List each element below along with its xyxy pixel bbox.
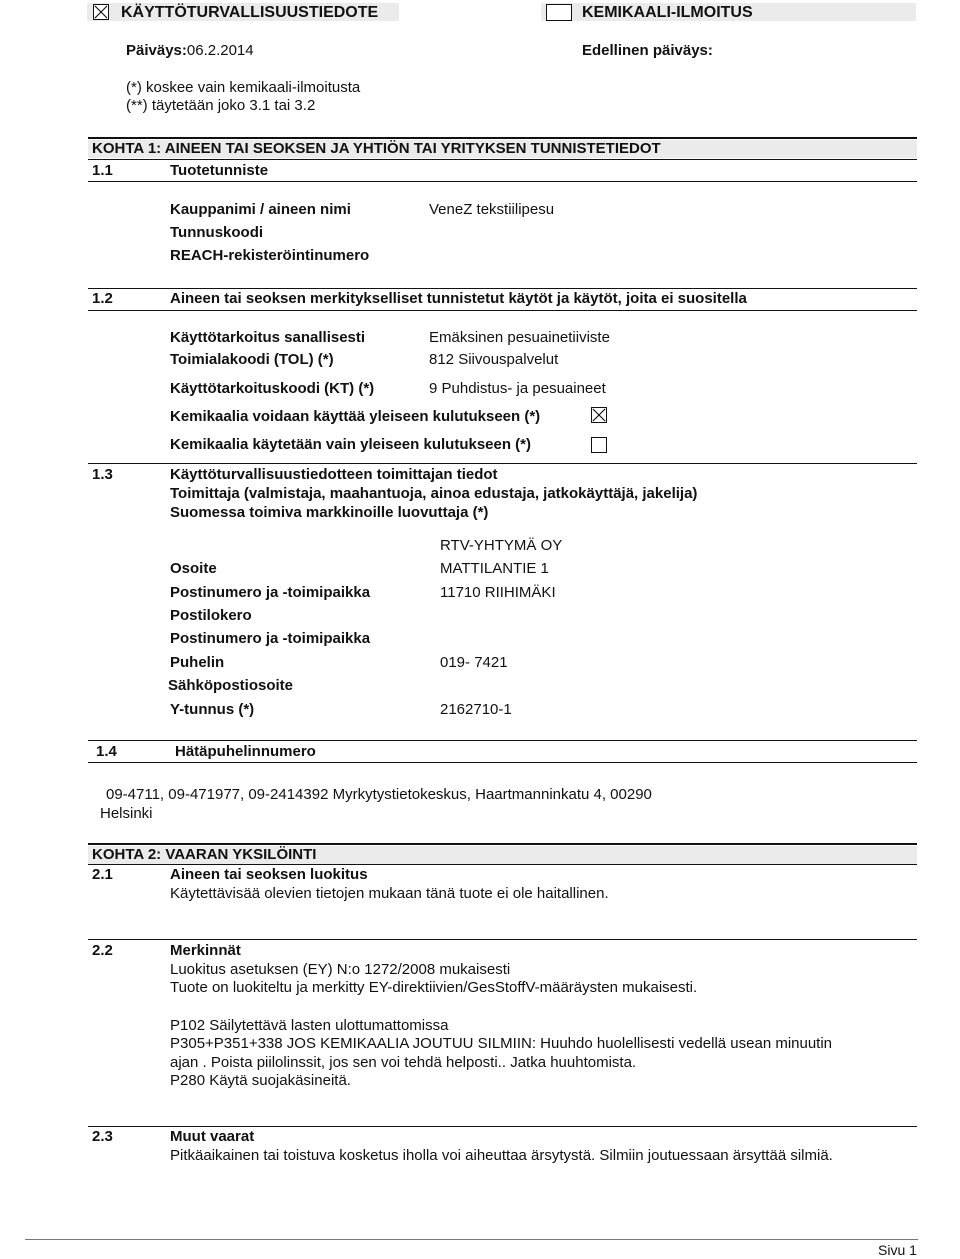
s11-rule [88,181,917,182]
section1-title: KOHTA 1: AINEEN TAI SEOKSEN JA YHTIÖN TAI YRITYKSEN TUNNISTETIEDOT [88,140,917,158]
s14-top-rule [88,740,917,741]
supplier-line-2: Suomessa toimiva markkinoille luovuttaja (*) [170,504,489,521]
phone-label: Puhelin [170,654,225,671]
s22-num: 2.2 [92,942,113,959]
s21-num: 2.1 [92,866,113,883]
section2-top-rule [88,843,917,845]
s14-title: Hätäpuhelinnumero [175,743,316,760]
prev-date-label: Edellinen päiväys: [582,42,713,59]
s22-line-2: Tuote on luokiteltu ja merkitty EY-direktiivien/GesStoffV-määräysten mukaisesti. [170,979,698,996]
p280-statement: P280 Käytä suojakäsineitä. [170,1072,351,1089]
notice-checkbox[interactable] [546,4,572,21]
ytunnus-label: Y-tunnus (*) [170,701,255,718]
note-1: (*) koskee vain kemikaali-ilmoitusta [126,79,361,96]
notice-label: KEMIKAALI-ILMOITUS [582,4,753,21]
s23-text: Pitkäaikainen tai toistuva kosketus iholla voi aiheuttaa ärsytystä. Silmiin joutuessaan ärsyttää silmiä. [170,1147,833,1164]
trade-name-value: VeneZ tekstiilipesu [429,201,555,218]
s11-num: 1.1 [92,162,113,179]
ytunnus-value: 2162710-1 [440,701,512,718]
footer-rule [25,1239,918,1240]
consumer-can-label: Kemikaalia voidaan käyttää yleiseen kulutukseen (*) [170,408,541,425]
phone-value: 019- 7421 [440,654,508,671]
kt-label: Käyttötarkoituskoodi (KT) (*) [170,380,375,397]
postal-value: 11710 RIIHIMÄKI [440,584,556,601]
page-number: Sivu 1 [878,1242,917,1258]
section2-title-rule [88,864,917,865]
note-2: (**) täytetään joko 3.1 tai 3.2 [126,97,316,114]
s21-text: Käytettävisää olevien tietojen mukaan tänä tuote ei ole haitallinen. [170,885,609,902]
s11-title: Tuotetunniste [170,162,269,179]
address-label: Osoite [170,560,217,577]
sds-checkbox[interactable] [93,4,109,20]
postal2-label: Postinumero ja -toimipaikka [170,630,371,647]
tol-value: 812 Siivouspalvelut [429,351,559,368]
s23-num: 2.3 [92,1128,113,1145]
section1-title-rule [88,159,917,160]
trade-name-label: Kauppanimi / aineen nimi [170,201,351,218]
section1-top-rule [88,137,917,139]
sds-label: KÄYTTÖTURVALLISUUSTIEDOTE [121,4,379,21]
s13-title: Käyttöturvallisuustiedotteen toimittajan tiedot [170,466,498,483]
date-label: Päiväys:06.2.2014 [126,42,254,59]
consumer-only-checkbox[interactable] [591,437,607,453]
reach-label: REACH-rekisteröintinumero [170,247,370,264]
supplier-line-1: Toimittaja (valmistaja, maahantuoja, ainoa edustaja, jatkokäyttäjä, jakelija) [170,485,698,502]
consumer-only-label: Kemikaalia käytetään vain yleiseen kulutukseen (*) [170,436,532,453]
s23-title: Muut vaarat [170,1128,255,1145]
emergency-line-2: Helsinki [100,805,153,822]
s12-rule [88,310,917,311]
code-label: Tunnuskoodi [170,224,264,241]
s22-line-1: Luokitus asetuksen (EY) N:o 1272/2008 mukaisesti [170,961,511,978]
postal-label: Postinumero ja -toimipaikka [170,584,371,601]
p305-line-2: ajan . Poista piilolinssit, jos sen voi tehdä helposti.. Jatka huuhtomista. [170,1054,637,1071]
pobox-label: Postilokero [170,607,252,624]
s21-title: Aineen tai seoksen luokitus [170,866,368,883]
kt-value: 9 Puhdistus- ja pesuaineet [429,380,606,397]
s12-top-rule [88,288,917,289]
p305-line-1: P305+P351+338 JOS KEMIKAALIA JOUTUU SILMIIN: Huuhdo huolellisesti vedellä usean minuutin [170,1035,833,1052]
date-value: 06.2.2014 [186,42,254,59]
company-name: RTV-YHTYMÄ OY [440,537,563,554]
section2-title: KOHTA 2: VAARAN YKSILÖINTI [88,846,917,864]
s23-top-rule [88,1126,917,1127]
use-label: Käyttötarkoitus sanallisesti [170,329,366,346]
s13-num: 1.3 [92,466,113,483]
address-value: MATTILANTIE 1 [440,560,549,577]
consumer-can-checkbox[interactable] [591,407,607,423]
use-value: Emäksinen pesuainetiiviste [429,329,610,346]
s12-num: 1.2 [92,290,113,307]
email-label: Sähköpostiosoite [168,677,294,694]
s12-title: Aineen tai seoksen merkitykselliset tunnistetut käytöt ja käytöt, joita ei suositella [170,290,747,307]
p102-statement: P102 Säilytettävä lasten ulottumattomissa [170,1017,449,1034]
s13-top-rule [88,463,917,464]
s22-top-rule [88,939,917,940]
s14-num: 1.4 [96,743,117,760]
tol-label: Toimialakoodi (TOL) (*) [170,351,334,368]
emergency-line-1: 09-4711, 09-471977, 09-2414392 Myrkytystietokeskus, Haartmanninkatu 4, 00290 [106,786,652,803]
s22-title: Merkinnät [170,942,241,959]
s14-rule [88,762,917,763]
